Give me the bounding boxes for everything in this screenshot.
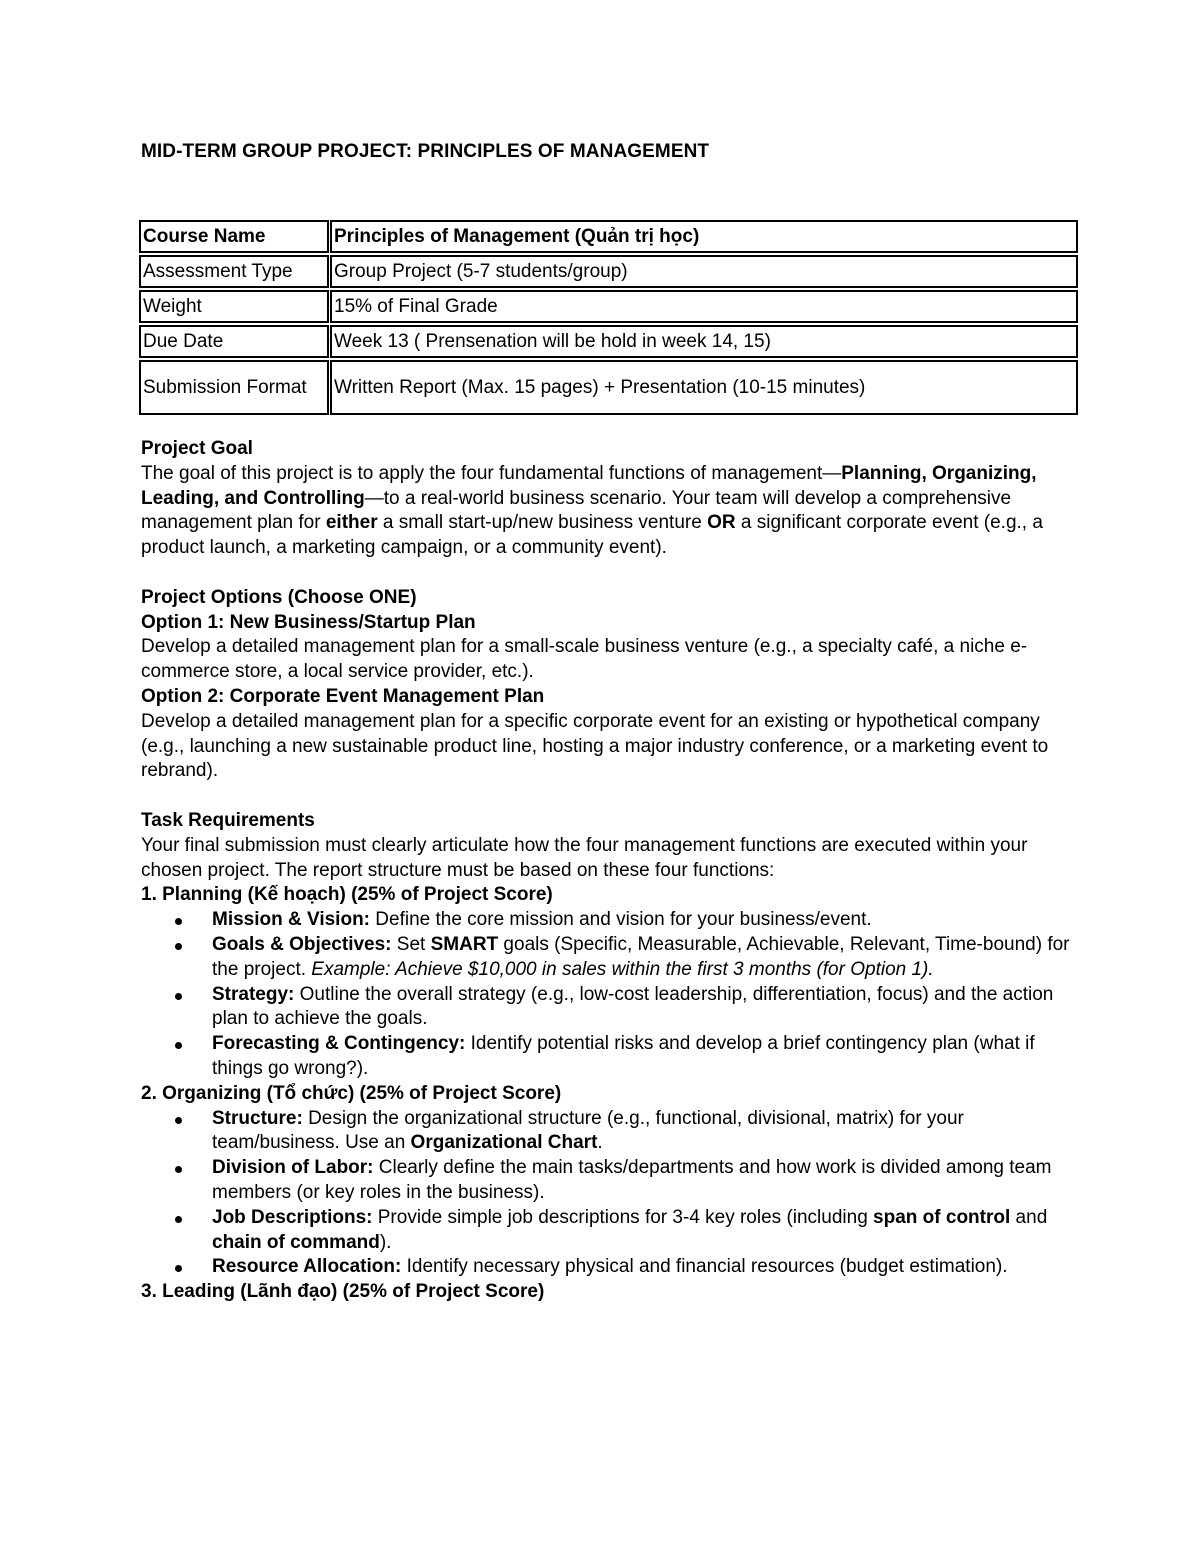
text-run: a small start-up/new business venture <box>377 512 708 534</box>
project-options-heading: Project Options (Choose ONE) <box>141 586 417 608</box>
list-item-text: Provide simple job descriptions for 3-4 key roles (including <box>372 1206 874 1228</box>
bullet-icon <box>175 943 182 950</box>
bullet-icon <box>175 1216 182 1223</box>
list-item <box>141 908 1071 933</box>
leading-heading: 3. Leading (Lãnh đạo) (25% of Project Score) <box>141 1281 545 1303</box>
list-item <box>141 933 1071 983</box>
bullet-icon <box>175 993 182 1000</box>
list-item <box>141 1032 1071 1082</box>
planning-heading: 1. Planning (Kế hoạch) (25% of Project Score) <box>141 884 553 906</box>
list-item-label: Resource Allocation: <box>212 1256 402 1278</box>
table-row <box>139 220 1078 253</box>
table-label-cell: Assessment Type <box>139 255 329 288</box>
option-1-text: Develop a detailed management plan for a small-scale business venture (e.g., a specialty café, a niche e-commerce store, a local service provider, etc.). <box>141 636 1028 683</box>
organizing-heading: 2. Organizing (Tổ chức) (25% of Project Score) <box>141 1082 562 1104</box>
list-item-text: Set <box>391 933 431 955</box>
text-run: The goal of this project is to apply the four fundamental functions of management— <box>141 462 842 484</box>
project-goal-paragraph <box>141 462 1071 561</box>
list-item-text: Identify necessary physical and financial resources (budget estimation). <box>401 1256 1008 1278</box>
table-value-cell: Week 13 ( Prensenation will be hold in week 14, 15) <box>330 325 1078 358</box>
table-label-cell: Weight <box>139 290 329 323</box>
bullet-icon <box>175 1166 182 1173</box>
list-item <box>141 1206 1071 1256</box>
text-run: —to a real-world business scenario. Your team will develop a comprehensive management plan for <box>141 487 1012 534</box>
list-item-text: . <box>597 1132 603 1154</box>
list-item-text: Clearly define the main tasks/departments and how work is divided among team members (or key roles in the business). <box>212 1157 1052 1203</box>
text-run: a significant corporate event (e.g., a product launch, a marketing campaign, or a community event). <box>141 512 1043 559</box>
list-item-text: Define the core mission and vision for your business/event. <box>370 909 872 931</box>
table-row <box>139 360 1078 415</box>
task-requirements-intro: Your final submission must clearly articulate how the four management functions are executed within your chosen project. The report structure must be based on these four functions: <box>141 834 1028 881</box>
list-item-label: Goals & Objectives: <box>212 933 392 955</box>
bullet-icon <box>175 1265 182 1272</box>
table-row <box>139 255 1078 288</box>
table-row <box>139 290 1078 323</box>
text-run-bold: either <box>325 512 378 534</box>
list-item-label: Structure: <box>212 1107 303 1129</box>
table-value-cell: Group Project (5-7 students/group) <box>330 255 1078 288</box>
text-run-bold: Planning, Organizing, Leading, and Controlling <box>141 462 1037 509</box>
table-value-cell: Written Report (Max. 15 pages) + Presentation (10-15 minutes) <box>330 360 1078 415</box>
table-value-cell: Principles of Management (Quản trị học) <box>330 220 1078 253</box>
bullet-icon <box>175 918 182 925</box>
bullet-icon <box>175 1117 182 1124</box>
list-item-label: Strategy: <box>212 983 295 1005</box>
list-item <box>141 983 1071 1033</box>
text-run-bold: OR <box>707 512 736 534</box>
list-item-text: goals (Specific, Measurable, Achievable, Relevant, Time-bound) for the project. <box>212 933 1070 980</box>
table-label-cell: Due Date <box>139 325 329 358</box>
list-item-label: Job Descriptions: <box>212 1206 373 1228</box>
list-item-text: Outline the overall strategy (e.g., low-cost leadership, differentiation, focus) and the action plan to achieve the goals. <box>212 983 1054 1030</box>
bullet-icon <box>175 1042 182 1049</box>
text-run-bold: chain of command <box>212 1231 380 1253</box>
text-run-italic: Example: Achieve $10,000 in sales within the first 3 months (for Option 1). <box>311 958 934 980</box>
document-title: MID-TERM GROUP PROJECT: PRINCIPLES OF MANAGEMENT <box>141 141 710 162</box>
table-label-cell: Course Name <box>139 220 329 253</box>
text-run-bold: SMART <box>430 933 499 955</box>
list-item-label: Division of Labor: <box>212 1157 374 1179</box>
list-item <box>141 1107 1071 1157</box>
option-1-title: Option 1: New Business/Startup Plan <box>141 611 476 633</box>
list-item-text: ). <box>379 1231 392 1253</box>
list-item <box>141 1156 1071 1206</box>
planning-list <box>141 908 1071 1082</box>
table-value-cell: 15% of Final Grade <box>330 290 1078 323</box>
list-item-label: Forecasting & Contingency: <box>212 1033 466 1055</box>
text-run-bold: Organizational Chart <box>410 1132 598 1154</box>
table-label-cell: Submission Format <box>139 360 329 415</box>
list-item-text: Identify potential risks and develop a brief contingency plan (what if things go wrong?). <box>212 1033 1035 1079</box>
text-run-bold: span of control <box>873 1206 1011 1228</box>
organizing-list <box>141 1107 1071 1281</box>
list-item-text: Design the organizational structure (e.g., functional, divisional, matrix) for your team/business. Use an <box>212 1107 964 1154</box>
option-2-text: Develop a detailed management plan for a specific corporate event for an existing or hypothetical company (e.g., launching a new sustainable product line, hosting a major industry conference, or a marketing event to rebrand). <box>141 710 1049 782</box>
list-item-label: Mission & Vision: <box>212 909 371 931</box>
task-requirements-heading: Task Requirements <box>141 809 315 831</box>
list-item-text: and <box>1010 1206 1048 1228</box>
table-row <box>139 325 1078 358</box>
document-body <box>141 437 1071 1305</box>
course-info-table <box>138 218 1079 417</box>
project-goal-heading: Project Goal <box>141 438 253 459</box>
option-2-title: Option 2: Corporate Event Management Plan <box>141 685 545 707</box>
list-item <box>141 1255 1071 1280</box>
